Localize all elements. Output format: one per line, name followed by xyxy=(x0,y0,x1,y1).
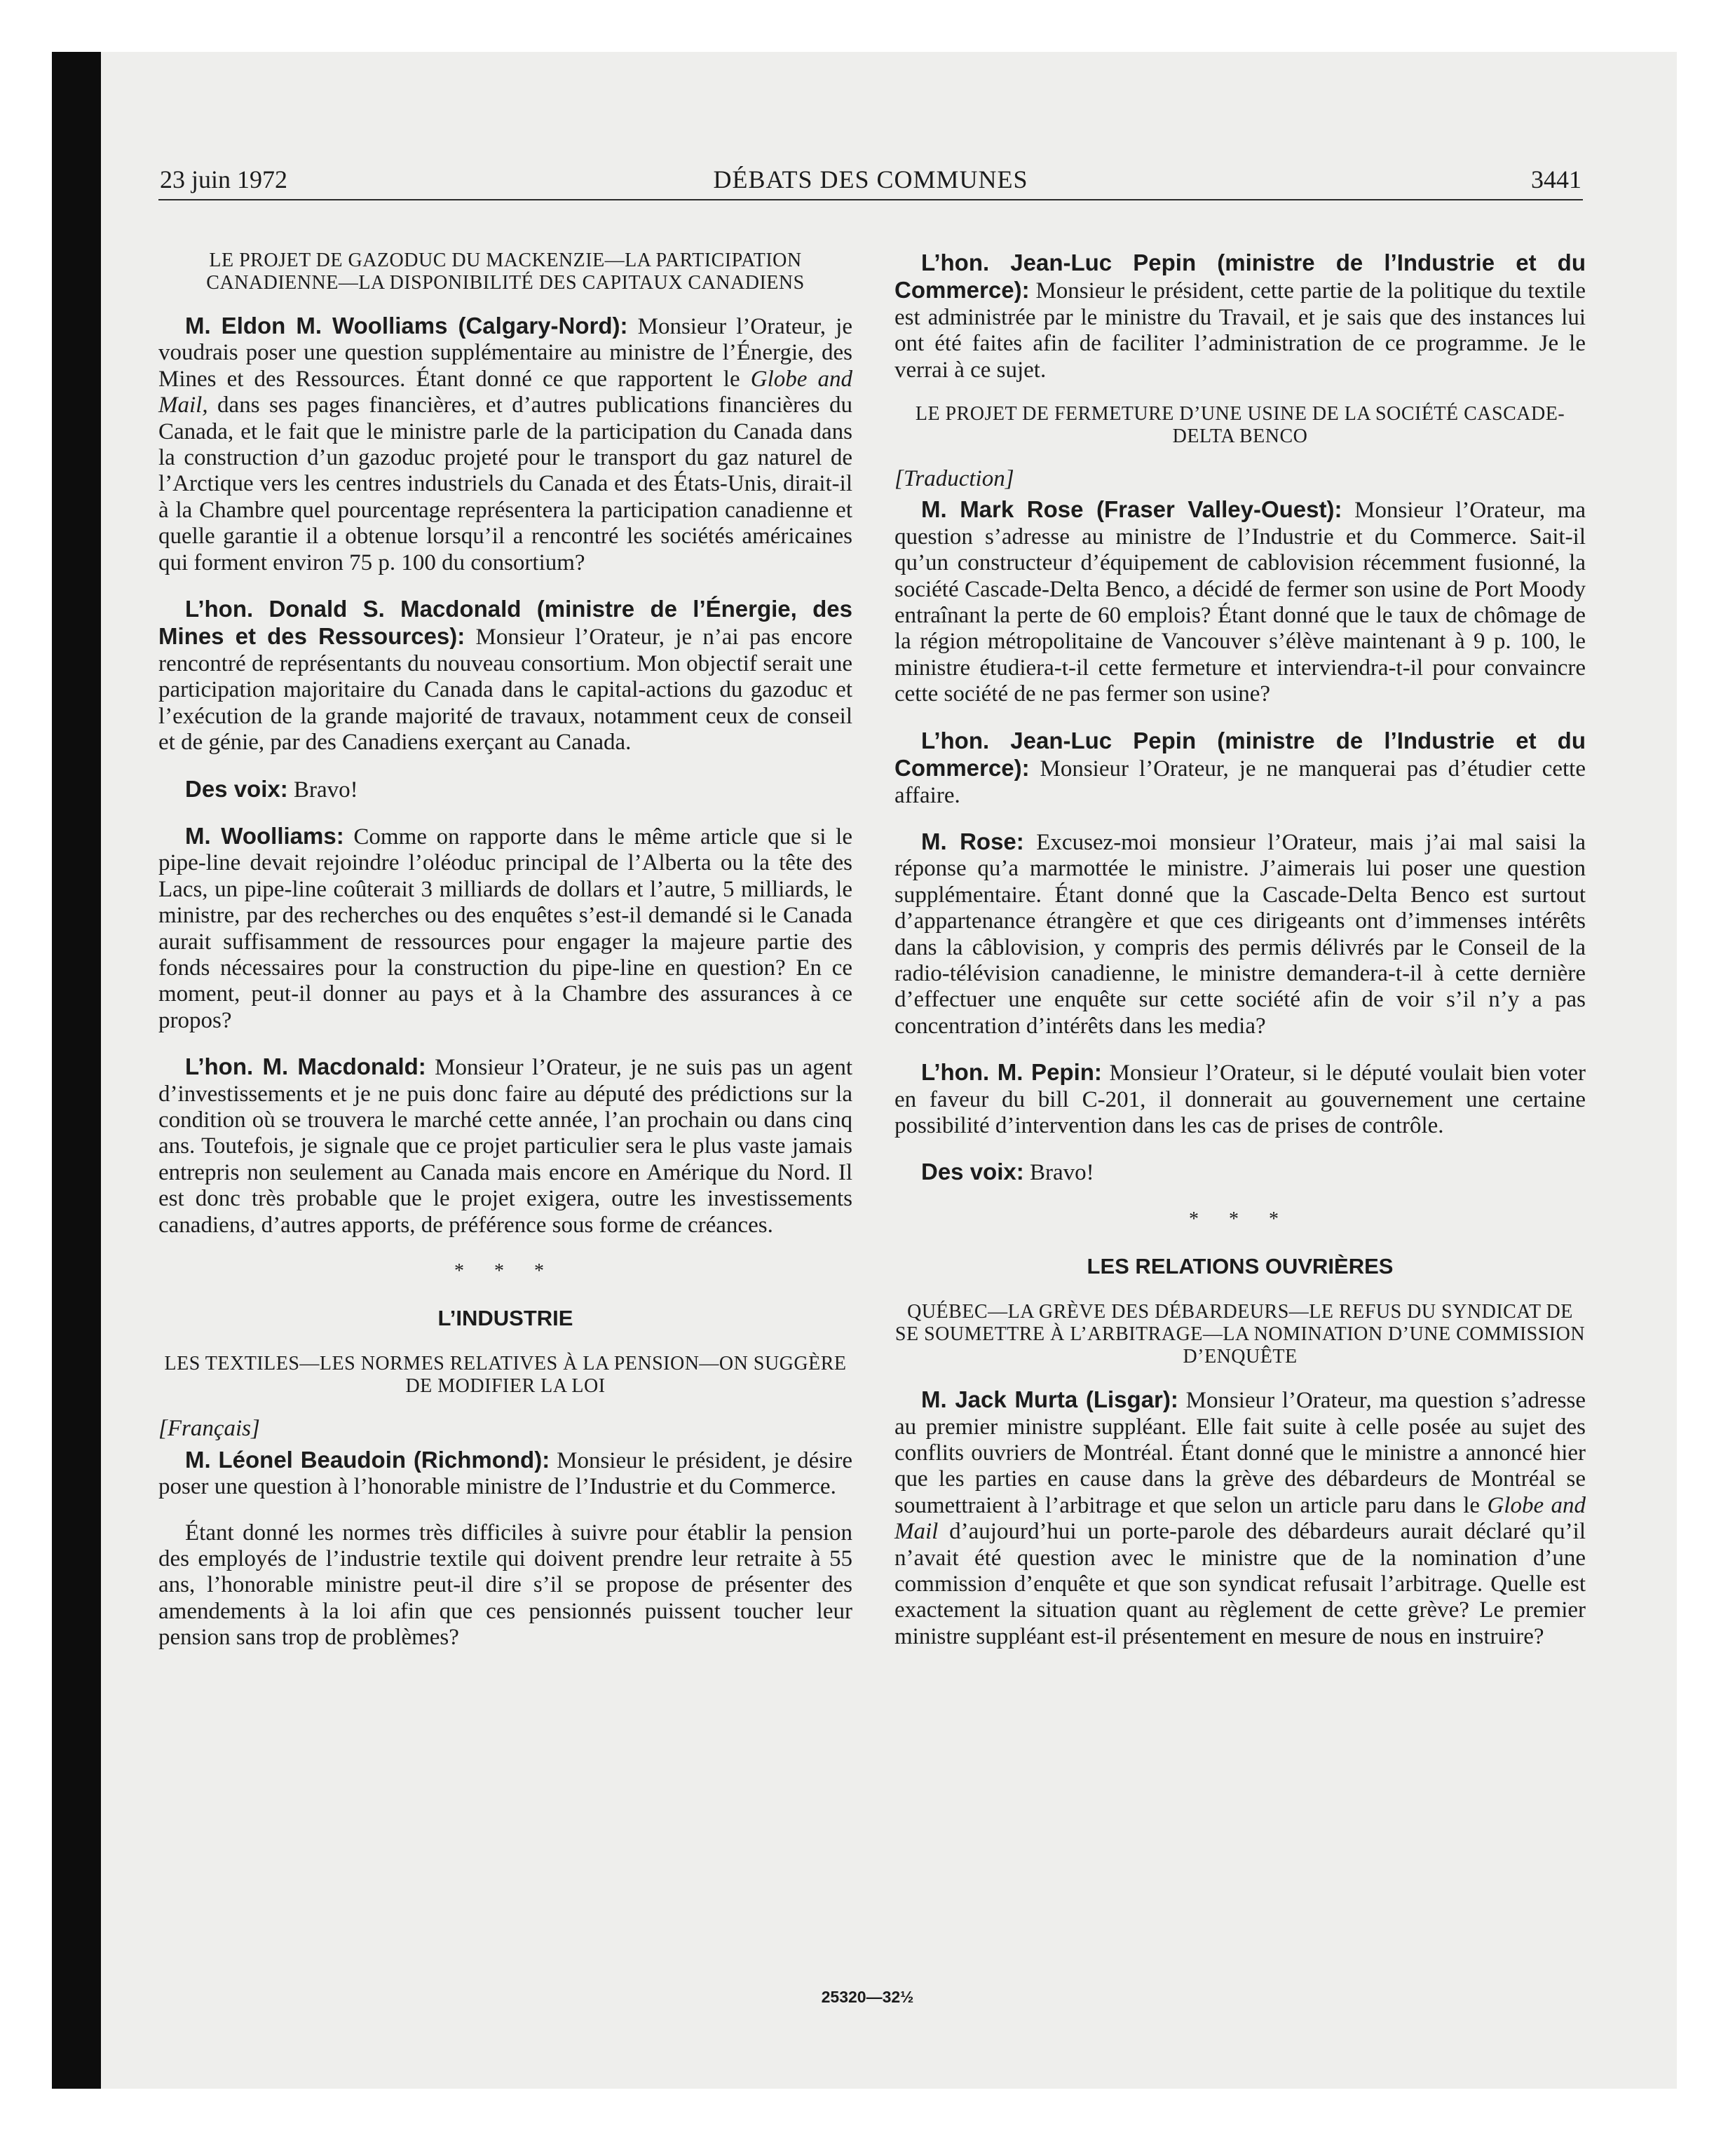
publication-title: Globe and Mail, xyxy=(158,366,852,418)
speaker-name: M. Léonel Beaudoin (Richmond): xyxy=(185,1446,550,1473)
translation-note: [Traduction] xyxy=(894,466,1014,492)
speaker-name: L’hon. M. Macdonald: xyxy=(185,1053,426,1080)
header-date: 23 juin 1972 xyxy=(160,165,288,193)
speech-text: Monsieur l’Orateur, si le député voulait bien voter en faveur du bill C-201, il donnerait au gouvernement une certaine possibilité d’intervention dans les cas de prises de contrôle. xyxy=(894,1060,1586,1138)
section-heading-cascade: LE PROJET DE FERMETURE D’UNE USINE DE LA SOCIÉTÉ CASCADE-DELTA BENCO xyxy=(915,403,1565,448)
section-heading-industrie: L’INDUSTRIE xyxy=(437,1306,573,1331)
page-number: 3441 xyxy=(1531,165,1581,193)
speaker-name: M. Rose: xyxy=(921,828,1024,854)
speech-rose-2 xyxy=(894,828,1586,1039)
speech-pepin-3 xyxy=(894,1059,1586,1139)
section-heading-relations: LES RELATIONS OUVRIÈRES xyxy=(1087,1254,1394,1279)
speech-text: Comme on rapporte dans le même article que si le pipe-line devait rejoindre l’oléoduc principal de l’Alberta ou la tête des Lacs, un pipe-line coûterait 3 milliards de dollars et l’autre, 5 milliards, le ministre, par des recherches ou des enquêtes s’est-il demandé si le Canada aurait suffisamment de ressources pour engager la majeure partie des fonds nécessaires pour la construction du pipe-line en question? En ce moment, peut-il donner au pays et à la Chambre des assurances à ce propos? xyxy=(158,824,852,1033)
speaker-name: L’hon. Donald S. Macdonald (ministre de l’Énergie, des Mines et des Ressources): xyxy=(158,596,852,650)
subsection-heading-quebec: QUÉBEC—LA GRÈVE DES DÉBARDEURS—LE REFUS DU SYNDICAT DE SE SOUMETTRE À L’ARBITRAGE—LA NOMINATION D’UNE COMMISSION D’ENQUÊTE xyxy=(894,1301,1586,1368)
speech-text: Monsieur l’Orateur, je ne suis pas un agent d’investissements et je ne puis donc faire au député des prédictions sur la condition où se trouvera le marché cette année, l’an prochain ou dans cinq ans. Toutefois, je signale que ce projet particulier sera le plus vaste jamais entrepris non seulement au Canada mais encore en Amérique du Nord. Il est donc très probable que le projet exigera, outre les investissements canadiens, d’autres apports, de préférence sous forme de créances. xyxy=(158,1055,852,1238)
speaker-name: M. Eldon M. Woolliams (Calgary-Nord): xyxy=(185,313,628,339)
speech-text: Monsieur l’Orateur, je voudrais poser une question supplémentaire au ministre de l’Énergie, des Mines et des Ressources. Étant donné ce que rapportent le xyxy=(158,314,852,392)
speech-woolliams xyxy=(158,313,852,576)
speech-text: Excusez-moi monsieur l’Orateur, mais j’ai mal saisi la réponse qu’a marmottée le ministre. J’aimerais lui poser une question supplémentaire. Étant donné que la Cascade-Delta Benco est surtout d’appartenance étrangère et que ces dirigeants ont d’immenses intérêts dans la câblovision, y compris des permis délivrés par le Conseil de la radio-télévision canadienne, le ministre demandera-t-il à cette dernière d’effectuer une enquête sur cette société afin de voir s’il n’y a pas concentration d’intérêts dans les media? xyxy=(894,829,1586,1039)
speech-text: Bravo! xyxy=(287,777,358,803)
speech-text: Monsieur le président, cette partie de la politique du textile est administrée par le ministre du Travail, et je sais que des instances lui ont été faites afin de faciliter l’administration de ce programme. Je le verrai à ce sujet. xyxy=(894,278,1586,383)
section-separator: * * * xyxy=(454,1260,557,1282)
binding-edge xyxy=(52,52,101,2089)
language-note: [Français] xyxy=(158,1416,260,1442)
speech-beaudoin-2: Étant donné les normes très difficiles à suivre pour établir la pension des employés de l’industrie textile qui doivent prendre leur retraite à 55 ans, l’honorable ministre peut-il dire s’il se propose de présenter des amendements à la loi afin que ces pensionnés puissent toucher leur pension sans trop de problèmes? xyxy=(158,1520,852,1651)
right-column xyxy=(894,250,1586,1670)
speech-text: dans ses pages financières, et d’autres publications financières du Canada, et le fait que le ministre parle de la participation du Canada dans la construction d’un gazoduc projeté pour le transport du gaz naturel de l’Arctique vers les centres industriels du Canada et des États-Unis, dirait-il à la Chambre quel pourcentage représentera la participation canadienne et quelle garantie il a obtenue lorsqu’il a rencontré les sociétés américaines qui forment environ 75 p. 100 du consortium? xyxy=(158,393,852,575)
speech-pepin xyxy=(894,250,1586,383)
speech-text: Monsieur l’Orateur, ma question s’adresse au ministre de l’Industrie et du Commerce. Sait-il qu’un constructeur d’équipement de cablovision récemment fusionné, la société Cascade-Delta Benco, a décidé de fermer son usine de Port Moody entraînant la perte de 60 emplois? Étant donné que le taux de chômage de la région métropolitaine de Vancouver s’élève maintenant à 9 p. 100, le ministre étudiera-t-il cette fermeture et interviendra-t-il pour convaincre cette société de ne pas fermer son usine? xyxy=(894,498,1586,707)
section-separator: * * * xyxy=(1189,1208,1291,1230)
speech-macdonald-2 xyxy=(158,1053,852,1239)
speaker-name: L’hon. M. Pepin: xyxy=(921,1059,1102,1086)
speech-murta xyxy=(894,1386,1586,1650)
speaker-name: M. Woolliams: xyxy=(185,822,344,849)
header-title: DÉBATS DES COMMUNES xyxy=(713,165,1028,193)
speech-des-voix-2 xyxy=(894,1159,1586,1186)
printer-code: 25320—32½ xyxy=(821,1988,914,2006)
speech-beaudoin xyxy=(158,1447,852,1501)
speaker-name: M. Jack Murta (Lisgar): xyxy=(921,1386,1178,1413)
subsection-heading-textiles: LES TEXTILES—LES NORMES RELATIVES À LA PENSION—ON SUGGÈRE DE MODIFIER LA LOI xyxy=(164,1353,847,1398)
speech-pepin-2 xyxy=(894,728,1586,809)
publication-title: Globe and Mail xyxy=(894,1492,1586,1545)
speech-text: Monsieur l’Orateur, je ne manquerai pas d’étudier cette affaire. xyxy=(894,756,1586,808)
speech-text: Monsieur le président, je désire poser une question à l’honorable ministre de l’Industrie et du Commerce. xyxy=(158,1447,852,1500)
speech-macdonald xyxy=(158,596,852,756)
section-heading-mackenzie: LE PROJET DE GAZODUC DU MACKENZIE—LA PARTICIPATION CANADIENNE—LA DISPONIBILITÉ DES CAPITAUX CANADIENS xyxy=(206,250,805,294)
speaker-name: L’hon. Jean-Luc Pepin (ministre de l’Industrie et du Commerce): xyxy=(894,727,1586,782)
speech-text: Monsieur l’Orateur, ma question s’adresse au premier ministre suppléant. Elle fait suite à celle posée au sujet des conflits ouvriers de Montréal. Étant donné que le ministre a annoncé hier que les parties en cause dans la grève des débardeurs de Montréal se soumettraient à l’arbitrage et que selon un article paru dans le xyxy=(894,1388,1586,1518)
speaker-name: Des voix: xyxy=(921,1159,1024,1185)
speaker-name: Des voix: xyxy=(185,775,288,802)
page-header xyxy=(158,160,1583,200)
speech-text: Monsieur l’Orateur, je n’ai pas encore rencontré de représentants du nouveau consortium. Mon objectif serait une participation majoritaire du Canada dans le capital-actions du gazoduc et l’exécution de la grande majorité de travaux, notamment ceux de conseil et de génie, par des Canadiens exerçant au Canada. xyxy=(158,625,852,756)
left-column xyxy=(158,250,852,1671)
speech-text: Bravo! xyxy=(1023,1160,1094,1186)
speaker-name: M. Mark Rose (Fraser Valley-Ouest): xyxy=(921,496,1342,523)
speaker-name: L’hon. Jean-Luc Pepin (ministre de l’Industrie et du Commerce): xyxy=(894,250,1586,303)
speech-des-voix xyxy=(158,776,852,803)
speech-rose xyxy=(894,496,1586,707)
speech-woolliams-2 xyxy=(158,823,852,1034)
speech-text: d’aujourd’hui un porte-parole des débardeurs aurait déclaré qu’il n’avait été question avec le ministre que de la nomination d’une commission d’enquête et que son syndicat refusait l’arbitrage. Quelle est exactement la situation quant au règlement de cette grève? Le premier ministre suppléant est-il présentement en mesure de nous en instruire? xyxy=(894,1519,1586,1649)
